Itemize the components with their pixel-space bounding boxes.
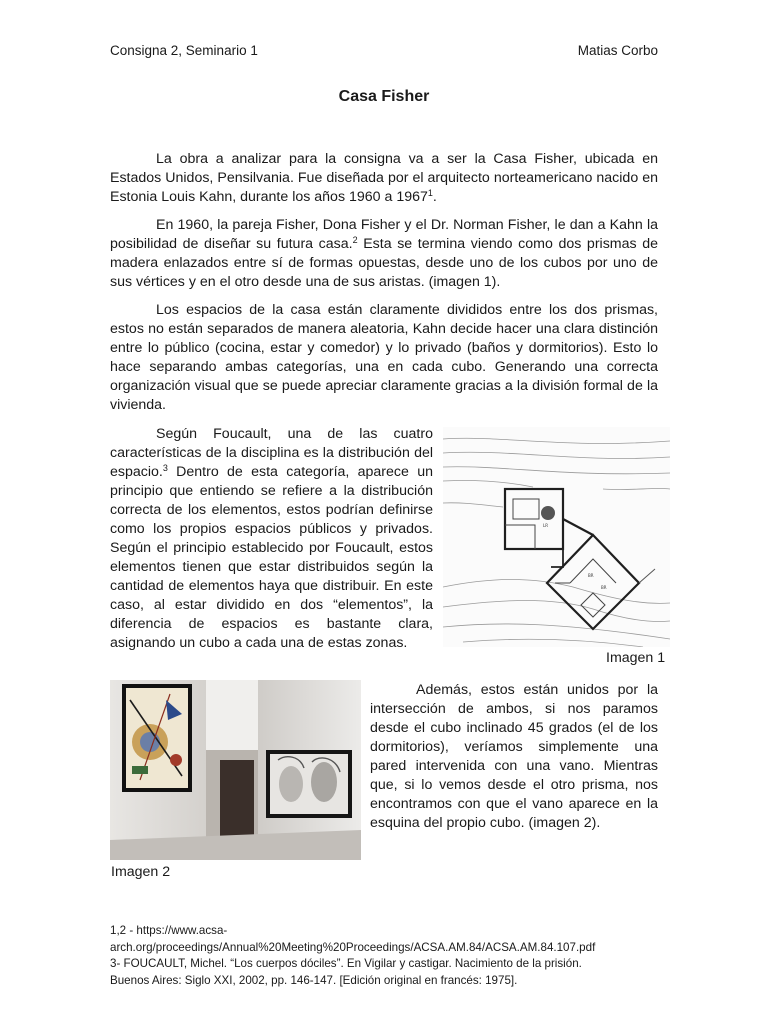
footnotes <box>110 923 670 989</box>
ceiling-gap <box>206 680 260 760</box>
footnote-line: 3- FOUCAULT, Michel. “Los cuerpos dóciles”. En Vigilar y castigar. Nacimiento de la prisión. <box>110 957 582 970</box>
header-right: Matias Corbo <box>577 43 658 58</box>
footnote-line: 1,2 - https://www.acsa- <box>110 924 228 937</box>
paragraph-4: Según Foucault, una de las cuatro características de la disciplina es la distribución del espacio.$^3$ Dentro de esta categoría, aparece un principio que entiendo se refiere a la distribución correcta de los elementos, estos podrían definirse como los propios espacios públicos y privados. Según el principio establecido por Foucault, estos elementos tienen que estar distribuidos según la cantidad de elementos haya que distribuir. En este caso, al estar dividido en dos “elementos”, la diferencia de espacios es bastante clara, asignando un cubo a cada una de estas zonas. <box>110 426 433 651</box>
image-1-caption: Imagen 1 <box>606 650 666 666</box>
header-left: Consigna 2, Seminario 1 <box>110 43 258 58</box>
svg-text:LR: LR <box>543 523 549 528</box>
interior-photo <box>110 680 361 860</box>
paragraph-5: Además, estos están unidos por la intersección de ambos, si nos paramos desde el cubo inclinado 45 grados (el de los dormitorios), veríamos simplemente una pared intervenida con una vano. Mientras que, si lo vemos desde el otro prisma, nos encontramos con que el vano aparece en la esquina del propio cubo. (imagen 2). <box>370 682 658 831</box>
page-title: Casa Fisher <box>338 88 430 105</box>
svg-text:BR: BR <box>601 585 607 590</box>
floor-plan-image <box>443 427 670 647</box>
svg-text:BR: BR <box>588 573 594 578</box>
footnote-line: arch.org/proceedings/Annual%20Meeting%20Proceedings/ACSA.AM.84/ACSA.AM.84.107.pdf <box>110 940 596 954</box>
paragraph-3: Los espacios de la casa están claramente divididos entre los dos prismas, estos no están separados de manera aleatoria, Kahn decide hacer una clara distinción entre lo público (cocina, estar y comedor) y lo privado (baños y dormitorios). Esto lo hace separando ambas categorías, una en cada cubo. Generando una correcta organización visual que se puede apreciar claramente gracias a la división formal de la vivienda. <box>110 302 658 413</box>
kandinsky-painting <box>122 684 192 792</box>
portrait-painting <box>266 750 352 818</box>
paragraph-2: En 1960, la pareja Fisher, Dona Fisher y el Dr. Norman Fisher, le dan a Kahn la posibilidad de diseñar su futura casa.$^2$ Esta se termina viendo como dos prismas de madera enlazados entre sí de formas opuestas, desde uno de los cubos por uno de sus vértices y en el otro desde una de sus aristas. (imagen 1). <box>110 217 658 290</box>
footnote-line: Buenos Aires: Siglo XXI, 2002, pp. 146-147. [Edición original en francés: 1975]. <box>110 973 518 987</box>
paragraph-1: La obra a analizar para la consigna va a ser la Casa Fisher, ubicada en Estados Unidos, Pensilvania. Fue diseñada por el arquitecto norteamericano nacido en Estonia Louis Kahn, durante los años 1960 a 1967$^1$. <box>110 151 658 205</box>
fireplace <box>541 506 555 520</box>
image-2-caption: Imagen 2 <box>111 864 171 880</box>
